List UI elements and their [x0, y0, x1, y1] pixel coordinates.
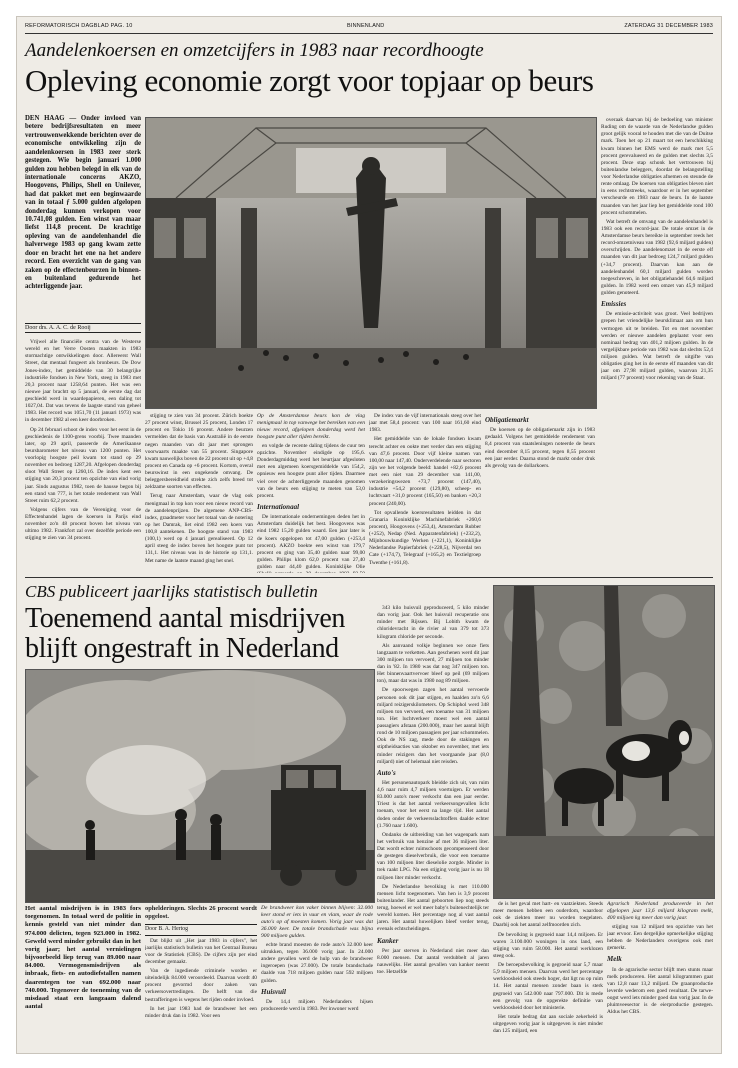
subheading: Huisvuil — [261, 987, 286, 996]
paragraph: In de agrarische sector blijft men stunts maar melk produceren. Het aantal kilogrammen gaat van 12,8 naar 13,2 miljard. De graanproductie leverde wederom een goed resultaat. De tarwe-oogst werd iets minder goed dan vorig jaar. In de pluimveesector is de eierproductie gestegen. Aldus het CBS. — [607, 966, 713, 1016]
article1-column-1 — [25, 339, 141, 569]
subheading: Melk — [607, 955, 622, 964]
article2-headline-line-2: blijft ongestraft in Nederland — [25, 633, 339, 664]
masthead-date: ZATERDAG 31 DECEMBER 1983 — [624, 23, 713, 29]
paragraph: Ondanks de uitbreiding van het wagenpark nam het verbruik van benzine af met 36 miljoen liter. Dat wordt echter ruimschoots gecompenseerd door de gestegen dieselverbruik, die voor een toename van 100 miljoen liter dieselolie zorgde. Minder in trek raakt LPG. Na een stijging vorig jaar is nu 18 miljoen liter minder verkocht. — [377, 831, 489, 881]
article2-lead — [25, 905, 141, 1011]
lead-text: Het aantal misdrijven is in 1983 fors toegenomen. In totaal werd de politie in kennis gesteld van niet minder dan 974.000 delicten, tegen 923.000 in 1982. Geweld werd minder gebruikt dan in het vorig jaar; het aantal vernielingen bijvoorbeeld liep terug van 89.000 naar 84.000. Vermogensmisdrijven als inbraak, fiets- en autodiefstallen namen daarentegen toe van 692.000 naar 740.000. — [25, 905, 141, 994]
section-divider — [25, 577, 713, 578]
subheading: Obligatiemarkt — [485, 416, 529, 424]
article1-column-3 — [257, 413, 365, 573]
photo-caption: Agrarisch Nederland produceerde in het afgelopen jaar 13,6 miljard kilogram melk, 400 miljoen kg meer dan vorig jaar. — [607, 901, 713, 921]
article1-headline: Opleving economie zorgt voor topjaar op beurs — [25, 63, 594, 98]
photo-caption: Op de Amsterdamse beurs kon de vlag menigmaal in top vanwege het bereiken van een nieuw record, afgelopen donderdag werd het hoogste punt aller tijden bereikt. — [257, 413, 365, 440]
fire-brigade-photo — [25, 669, 375, 903]
paragraph: Terug naar Amsterdam, waar de vlag ook menigmaal in top kon voor een nieuw record van de aandelenprijzen. De algemene ANP-CBS-index, graadmeter voor het totaal van de notering op het Damrak, liet eind 1982 een koers van 100,8 aantekenen. De hoogste stand van 1983 (100,1) werd op 4 januari gerealiseerd. Op 12 april steeg de index boven het hoogste punt tot 131,1. Het niveau was in de historie op 131,1. Met name de laatste maand ging het snel. — [145, 493, 253, 564]
article2-column-3 — [377, 605, 489, 1045]
paragraph: De spoorwegen zagen het aantal vervoerde personen ook dit jaar stijgen, en haalden zo'n 6,6 miljard reizigerskilometers. Op Schiphol werd 348 miljoen ton vervoerd, een toename van 31 miljoen ton. Het luchtverkeer moest wel een aantal passagiers afstaan (200.000), maar het aantal blijft rond de 10 miljoen passagiers per jaar schommelen. Ook de NS zag, mede door de stakingen en stiptheidsacties van oktober en november, met iets minder reizigers dan het voorgaande jaar (8,0 miljard) niet of helemaal niet reisden. — [377, 687, 489, 765]
paragraph: Het totale bedrag dat aan sociale zekerheid is uitgegeven vorig jaar is uitgegeven is niet minder dan 125 miljard, een — [493, 1013, 603, 1035]
paragraph: stijging van 12 miljard ten opzichte van het jaar ervoor. Een dergelijke opmerkelijke stijging hebben de Nederlanders overigens ook met gemerkt. — [607, 923, 713, 952]
paragraph: 343 kilo huisvuil geproduceerd, 5 kilo minder dan vorig jaar. Ook het huisvuil recuperatie ons minder met Rijssen. Bij Lobith kwam de chloridevracht in de rivier al van 379 tot 373 kilogram chloride per seconde. — [377, 605, 489, 640]
photo-caption: De brandweer kon vaker binnen blijven: 32.000 keer stond er iets in vuur en vlam, waar de rode auto's op af moesten komen. Vorig jaar was dat 36.000 keer. De totale brandschade was bijna 900 miljoen gulden. — [261, 905, 373, 939]
paragraph: De Nederlandse bevolking is met 110.000 mensen licht toegenomen. Van hen is 3,9 procent buitenlander. Het aantal geboorten liep nog steeds terug, hoewel er wel meer baby's buitenechtelijk ter wereld komen. Het percentage nog al vast aantal jaren. Het aantal huwelijken bleef verder terug, evenals echtscheidingen. — [377, 883, 489, 933]
article2-byline: Door B. A. Hertog — [145, 924, 257, 936]
newspaper-page — [16, 16, 722, 1054]
stock-exchange-hall-photo — [145, 117, 597, 409]
paragraph: ophelderingen. Slechts 26 procent wordt opgelost. — [145, 905, 257, 921]
masthead — [25, 21, 713, 34]
paragraph: Volgens cijfers van de Vereniging voor de Effectenhandel lagen de koersen in Parijs eind november zo'n 48 procent boven het niveau van ultimo 1982. Frankfort zal over dezelfde periode een stijging te zien van 34 procent. — [25, 506, 141, 542]
article1-column-4 — [369, 413, 481, 573]
subheading: Auto's — [377, 768, 396, 777]
paragraph: De emissie-activiteit was groot. Veel bedrijven grepen het vriendelijke beursklimaat aan om hun vermogen uit te breiden. Tot en met november werden er nieuwe aandelen geplaatst voor een nominaal bedrag van 401,2 miljoen gulden. In de vergelijkbare periode van 1982 was dat slechts 52,4 miljoen gulden. Wat betreft de uitgifte van obligaties ging het in de eerste elf maanden van dit jaar om 27,98 miljard gulden, waarvan 21,35 miljard (77 procent) voor rekening van de Staat. — [601, 311, 713, 382]
article1-column-5 — [485, 413, 595, 573]
masthead-section: BINNENLAND — [347, 23, 385, 29]
lead-text-end: Tegenover de toeneming van de misdaad staat een langzaam dalend aantal — [25, 986, 142, 1011]
subheading: Kanker — [377, 936, 399, 945]
article2-kicker: CBS publiceert jaarlijks statistisch bulletin — [25, 582, 318, 601]
article1-column-6 — [601, 117, 713, 572]
paragraph: In het jaar 1983 had de brandweer het een minder druk dan in 1982. Voor een — [145, 1005, 257, 1019]
subheading: Emissies — [601, 300, 627, 309]
paragraph: stijging te zien van 34 procent. Zürich boekte 27 procent winst, Brussel 25 procent, Londen 17 procent en Tokio 16 procent. Andere beurzen vermelden dat de basis van Australië in de eerste negen maanden van dit jaar met sprongen voorwaarts maakte van 55 procent. Singapore kwam nauwelijks boven de 22 procent uit op +4,8 procent en Canada op +6 procent. Kortom, overal beurswinst in een ongekende omvang. De beleggersbereidheid strekte zich zelfs breed tot zeldzame soorten van effecten. — [145, 413, 253, 491]
masthead-paper-page: REFORMATORISCH DAGBLAD PAG. 10 — [25, 23, 133, 29]
paragraph: Vrijwel alle financiële centra van de Westerse wereld en het Verre Oosten maakten in 1983 stormachtige ontwikkelingen door. Allereerst Wall Street, dat mentaal fungeert als bronbeurs. De Dow Jones-index, het gemiddelde van 30 belangrijke industriële fondsen in New York, steeg in 1983 met 20,3 procent naar 1258,64 punten. Het was een nieuwe jaar brachtt op 5 januari, de eerste dag dat geschiedd werd in waardepapieren, een daling tot 1027,04. Dat was tevens de laagste stand van geheel 1983. Het record was 1051,70 (11 januari 1973) was in december 1982 al een keer doorbroken. — [25, 339, 141, 424]
paragraph: De bevolking is gegroeid naar 14,4 miljoen. Er waren 3.100.000 woningen in ons land, een stijging van ruim 58.000. Het aantal werklozen steeg ook. — [493, 931, 603, 959]
article2-headline-line-1: Toenemend aantal misdrijven — [25, 603, 346, 634]
paragraph: Op 24 februari schoot de index voor het eerst in de geschiedenis de 1100-grens voorbij. Twee maanden later, op 29 april, passeerde de Amerikaanse beursbarometer het niveau van 1200 punten. Het voorlopig hoogste peil kwam tot stand op 29 november en bedroeg 1287,20. Afgelopen donderdag sloot Wall Street op 1260,16. De index kent een stijging van 20,3 procent ten opzichte van eind vorig jaar. Sinds augustus 1982, toen de hausse begon bij een stand van 777, is het totale rendement van Wall Street ruim 62,2 procent. — [25, 426, 141, 504]
paragraph: Van de ingediende criminele worden er uiteindelijk 84.000 veroordeeld. Daarvan wordt 40 procent gevormd door zaken van verkeersovertredingen. De helft van die bestrafferingen is wegens het rijden onder invloed. — [145, 968, 257, 1003]
paragraph: de is het geval met hart- en vaatziekten. Steeds meer mensen hebben een ouderdom, waardoor ook de ziekten meer nu worden toegelaten. Daarbij ook het aantal zelfmoorden zich. — [493, 901, 603, 929]
article2-column-4 — [493, 901, 603, 1045]
paragraph: Wat betreft de omvang van de aandelenhandel is 1983 ook een record-jaar. De totale omzet in de Amsterdamse beurs bereikte in september reeds het record-omzetniveau van 1982 (92,6 miljard gulden) overschrijden. De aandelenomzet in de eerste elf maanden van dit jaar bedroeg 124,7 miljard gulden (+34,7 procent). Daarvan kan aan de aandelenhandel 60,1 miljard gulden worden toegeschreven, in het obligatiehandel 64,6 miljard gulden. In 1982 werd een omzet van 45,9 miljard gulden genoteerd. — [601, 218, 713, 296]
paragraph: Het personenautopark bleidde zich uit, van ruim 4,6 naar ruim 4,7 miljoen voertuigen. Er werden 83.000 auto's meer verkocht dan een jaar eerder. Triest is dat het aantal verkeersongevallen licht toenam, voor het eerst na lange tijd. Het aantal doden onder de verkeersslachtoffers daalde echter (1.760 naar 1.600). — [377, 779, 489, 829]
paragraph: Als aanvaand volkje beginnen we onze fiets langzaam te verketten. Aan geschenen werd dit jaar 300 miljoen ton vervoerd, 27 miljoen ton minder dan in '82. In 1980 was dat nog 347 miljoen ton. Het binnenvaartvervoer bleef op peil (69 miljoen ton), maar dat was in 1980 nog 89 miljoen. — [377, 642, 489, 685]
paragraph: Het gemiddelde van de lokale fondsen kwam terecht achter en ookte met verder dan een stijging van 47,6 procent. Door vijf kleine namen van 100,00 naar 147,40. Onderverdelende naar sectoren zijn we het volgende beeld: handel +82,6 procent met een niet van 29 december van 141,00, verzekeringswezen +73,7 procent (147,40), industrie +54,2 procent (129,80), scheep- en luchtvaart +31,0 procent (165,50) en banken +20,3 procent (240,00). — [369, 436, 481, 507]
paragraph: Tot opvallende koersresultaten leidden in dat Granaria Koninklijke Machinefabriek +260,6 procent), Hoogovens (+253,4), Amsterdam Rubber (+252), Nedap (Ned. Apparatenfabriek) (+232,2), Mijnbouwkundige Werken (+221,1), Koninklijke Nederlandse Papierfabriek (+228,5), Nijverdal ten Cate (+174,7), Telegraaf (+165,2) en Textielgroep Twenthe (+161,8). — [369, 509, 481, 566]
paragraph: De koersen op de obligatiemarkt zijn in 1983 gedaald. Volgens het gemiddelde rendement van 8,4 procent van staatsleningen noteerde de beurs eind december 8,15 procent, tegen 8,55 procent een jaar eerder. Daarna stond de markt onder druk als gevolg van de dollarkoers. — [485, 427, 595, 469]
article1-column-2 — [145, 413, 253, 573]
paragraph: en volgde de recente daling tijdens de cuur ten opzichte. November eindigde op 195,6. Donderdagmiddag werd het beurtjaar afgesloten met een algemeen koersgemiddelde van 154,2, opnieuw een hoogste punt aller tijden. Daarmee viel over de achterliggende maanden genomen van de beurs een stijging te meten van 53,0 procent. — [257, 442, 365, 499]
paragraph: De index van de vijf internationals steeg over het jaar met 58,4 procent: van 100 naar 161,60 eind 1983. — [369, 413, 481, 434]
cows-in-meadow-photo — [493, 585, 715, 899]
article1-byline: Door drs. A. A. C. de Rooij — [25, 323, 141, 333]
subheading: Internationaal — [257, 502, 300, 511]
paragraph: De internationale ondernemingen deden het in Amsterdam duidelijk het best. Hoogovens was eind 1982 15,20 gulden waard. Een jaar later is de koers opgelopen tot 47,00 gulden (+253,4 procent). AKZO boekte een winst van 179,7 procent en ging van 35,40 gulden naar 99,00 gulden. Philips klom 62,0 procent van 27,40 gulden naar 44,40 gulden. Koninklijke Olie — [257, 514, 365, 571]
article1-lead: DEN HAAG — Onder invloed van betere bedrijfsresultaten en meer vertrouwenwekkende berichten over de economische ontwikkeling zijn de aandelenkoersen in 1983 zeer sterk gestegen. Wie begin januari 1.000 gulden zou hebben belegd in elk van de internationale concerns AKZO, Hoogovens, Philips, Shell en Unilever, had dat pakket met een beginwaarde van in totaal ƒ 5.000 gulden afgelopen donderdag kunnen verkopen voor 10.741,08 gulden. Een winst van maar liefst 114,8 procent. De krachtige opleving van de aandelenhandel die halverwege 1983 op gang kwam zette door en bracht het ene na het andere record. Een overzicht van de gang van zaken op de effectenbeurzen in binnen- en buitenland gedurende het achterliggende jaar. — [25, 115, 141, 291]
article2-column-1 — [145, 905, 257, 1045]
paragraph: De 14,4 miljoen Nederlanders hijsen produceerde werd in 1983. Per inwoner werd — [261, 998, 373, 1013]
paragraph: overaak daarvan bij de bedoeling van minister Ruding om de waarde van de Nederlandse gulden groot gelijk vooral te houden met die van de Duitse mark. Toen het op 21 maart tot een herschikking kwam binnen het EMS werd de mark met 5,5 procent gerevalueerd en de gulden met slechts 3,5 procent. Deze stap schonk het vertrouwen bij buitenlandse beleggers, doordat de belangstelling voor Nederlandse obligaties afnemen en steunde de rente omlaag. De koersen van obligaties bleven niet in eens rechtstreeks, waardoor er in het september verscheurde en 1983 naar de beurs. In de laatste maanden van het jaar liep het gemiddelde rond 100 procent schommelen. — [601, 117, 713, 216]
paragraph: De beroepsbevolking is gegroeid naar 5,7 maar 5,9 miljoen mensen. Daarvan werd het percentage werkloosheid ook steeds hoger, dat ligt nu op ruim 14. Het aantal mensen zonder baan is sterk gegroeid van 542.000 naar 797.000. Dit is mede een gevolg van de opgerekte definitie van werkloosheid door het ministerie. — [493, 962, 603, 1011]
paragraph: Per jaar sterven in Nederland niet meer dan 8.000 mensen. Dat aantal verdubbelt al jaren nauwelijks. Het aantal gevallen van kanker neemt toe. Hetzelfde — [377, 947, 489, 976]
article1-kicker: Aandelenkoersen en omzetcijfers in 1983 naar recordhoogte — [25, 40, 484, 61]
paragraph: Dat blijkt uit „Het jaar 1983 in cijfers", het jaarlijks statistisch bulletin van het Centraal Bureau voor de Statistiek (CBS). De cijfers zijn per eind december gemaakt. — [145, 937, 257, 965]
paragraph: echte brand moesten de rode auto's 32.000 keer uitrukken, tegen 36.000 vorig jaar. In 24.000 andere gevallen werd de hulp van de brandweer ingeroepen (was 27.000). De totale brandschade daalde van 718 miljoen gulden naar 592 miljoen gulden. — [261, 941, 373, 984]
article2-column-2 — [261, 905, 373, 1045]
article2-column-5 — [607, 901, 713, 1045]
